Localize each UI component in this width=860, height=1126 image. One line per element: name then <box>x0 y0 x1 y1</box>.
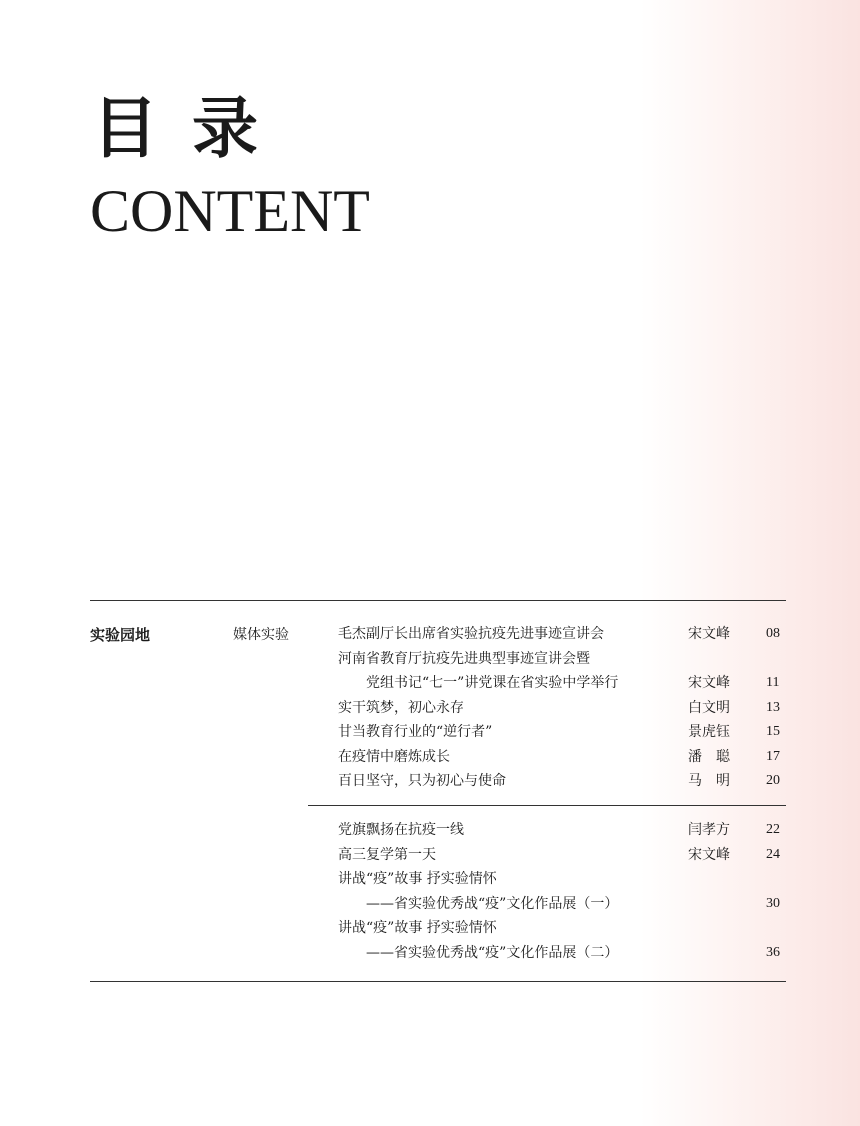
toc-entry-page: 36 <box>766 944 780 960</box>
toc-entry-title: 实干筑梦，初心永存 <box>338 699 464 716</box>
toc-entry-title: 在疫情中磨炼成长 <box>338 748 450 765</box>
toc-entry-title: 讲战“疫”故事 抒实验情怀 <box>338 871 497 887</box>
toc-group-1 <box>338 624 788 796</box>
toc-group-2 <box>338 820 788 967</box>
toc-entry-title: 甘当教育行业的“逆行者” <box>338 724 493 740</box>
subsection-label: 媒体实验 <box>233 627 289 643</box>
toc-entry-title: 河南省教育厅抗疫先进典型事迹宣讲会暨 <box>338 650 590 667</box>
toc-entry-page: 24 <box>766 846 780 862</box>
toc-entry[interactable] <box>338 869 788 894</box>
toc-entry-author: 景虎钰 <box>688 724 730 740</box>
toc-entry-title: 高三复学第一天 <box>338 846 436 863</box>
toc-entry[interactable] <box>338 845 788 870</box>
toc-entry-author: 宋文峰 <box>688 846 730 863</box>
toc-entry[interactable] <box>338 673 788 698</box>
toc-entry-title: 讲战“疫”故事 抒实验情怀 <box>338 920 497 936</box>
toc-entry-page: 15 <box>766 724 780 739</box>
toc-entry[interactable] <box>338 747 788 772</box>
toc-entry[interactable] <box>338 722 788 747</box>
toc-entry-title: ——省实验优秀战“疫”文化作品展（一） <box>366 895 619 912</box>
toc-entry[interactable] <box>338 943 788 968</box>
toc-entry-title: 党组书记“七一”讲党课在省实验中学举行 <box>366 675 619 691</box>
toc-entry-title: ——省实验优秀战“疫”文化作品展（二） <box>366 944 619 961</box>
toc-entry[interactable] <box>338 698 788 723</box>
toc-entry-title: 百日坚守，只为初心与使命 <box>338 773 506 789</box>
divider-top <box>90 600 786 601</box>
toc-entry-author: 潘 聪 <box>688 748 730 765</box>
toc-entry-page: 13 <box>766 699 780 715</box>
page-title-english: CONTENT <box>90 178 370 244</box>
divider-bottom <box>90 981 786 982</box>
toc-entry-page: 22 <box>766 822 780 837</box>
toc-entry-author: 闫孝方 <box>688 822 730 838</box>
toc-entry-author: 宋文峰 <box>688 675 730 691</box>
divider-middle <box>308 805 786 806</box>
toc-entry[interactable] <box>338 820 788 845</box>
toc-entry-title: 毛杰副厅长出席省实验抗疫先进事迹宣讲会 <box>338 626 604 642</box>
toc-entry-page: 08 <box>766 626 780 641</box>
toc-entry-author: 白文明 <box>688 699 730 716</box>
toc-entry-title: 党旗飘扬在抗疫一线 <box>338 822 464 838</box>
toc-entry-author: 马 明 <box>688 773 730 789</box>
toc-entry[interactable] <box>338 918 788 943</box>
section-label: 实验园地 <box>90 626 151 644</box>
toc-entry[interactable] <box>338 894 788 919</box>
toc-entry-page: 17 <box>766 748 780 764</box>
toc-entry[interactable] <box>338 624 788 649</box>
toc-entry-page: 30 <box>766 895 780 911</box>
toc-entry-author: 宋文峰 <box>688 626 730 642</box>
page-title-chinese: 目录 <box>92 89 292 167</box>
toc-entry-page: 11 <box>766 675 780 690</box>
toc-entry-page: 20 <box>766 773 780 788</box>
toc-entry[interactable] <box>338 649 788 674</box>
toc-entry[interactable] <box>338 771 788 796</box>
